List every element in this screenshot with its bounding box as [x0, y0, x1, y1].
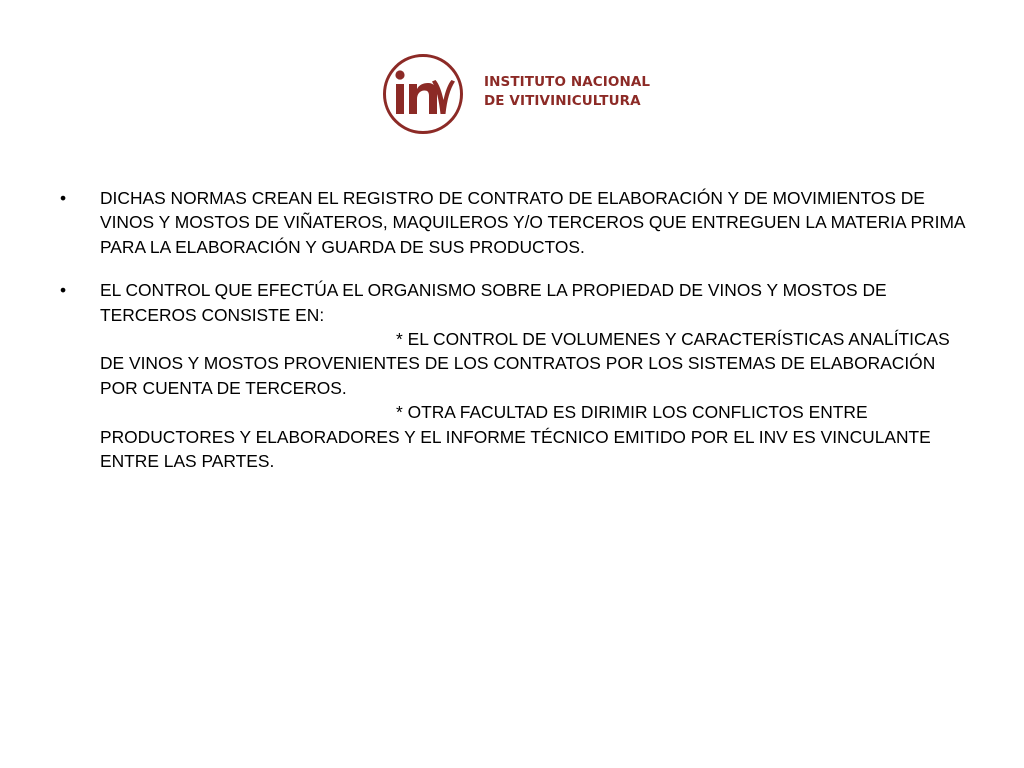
inv-logo-wordmark [484, 73, 650, 111]
logo-line-2: DE VITIVINICULTURA [484, 93, 641, 109]
bullet-text: DICHAS NORMAS CREAN EL REGISTRO DE CONTRATO DE ELABORACIÓN Y DE MOVIMIENTOS DE VINOS Y MOSTOS DE VIÑATEROS, MAQUILEROS Y/O TERCEROS QUE ENTREGUEN LA MATERIA PRIMA PARA LA ELABORACIÓN Y GUARDA DE SUS PRODUCTOS. [100, 188, 965, 257]
bullet-item-2 [60, 278, 966, 473]
bullet-marker: • [60, 280, 67, 301]
inv-logo-mark [382, 53, 464, 135]
slide-body [60, 186, 966, 473]
logo-line-1: INSTITUTO NACIONAL [484, 74, 651, 90]
sub-point-conflict-resolution: * OTRA FACULTAD ES DIRIMIR LOS CONFLICTOS ENTRE PRODUCTORES Y ELABORADORES Y EL INFORME TÉCNICO EMITIDO POR EL INV ES VINCULANTE ENTRE LAS PARTES. [100, 402, 931, 472]
bullet-text: EL CONTROL QUE EFECTÚA EL ORGANISMO SOBRE LA PROPIEDAD DE VINOS Y MOSTOS DE TERCEROS CONSISTE EN: [100, 280, 887, 325]
inv-logo [382, 53, 651, 135]
bullet-marker: • [60, 188, 67, 208]
bullet-item-1 [60, 186, 966, 259]
sub-point-volume-control: * EL CONTROL DE VOLUMENES Y CARACTERÍSTICAS ANALÍTICAS DE VINOS Y MOSTOS PROVENIENTES DE LOS CONTRATOS POR LOS SISTEMAS DE ELABORACIÓN POR CUENTA DE TERCEROS. [100, 329, 950, 398]
